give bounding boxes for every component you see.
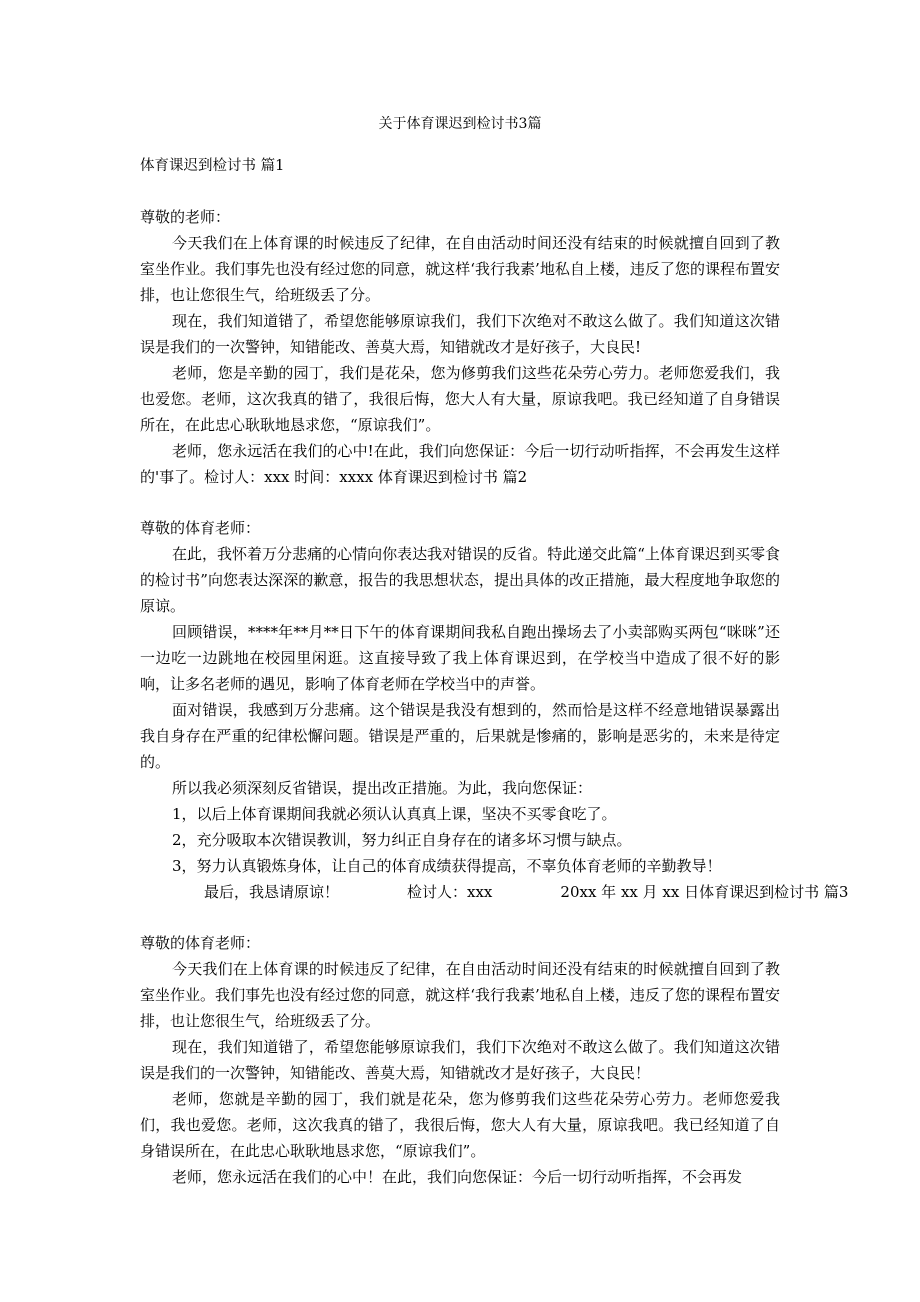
salutation-2: 尊敬的体育老师：: [140, 519, 261, 537]
section-heading-1: 体育课迟到检讨书 篇1: [140, 158, 285, 174]
signature-line: [140, 879, 849, 905]
paragraph: 老师，您是辛勤的园丁，我们是花朵，您为修剪我们这些花朵劳心劳力。老师您爱我们，我也爱您。老师，这次我真的错了，我很后悔，您大人有大量，原谅我吧。我已经知道了自身错误所在，在此忠心耿耿地恳求您，“原谅我们”。: [140, 364, 780, 434]
paragraph: 现在，我们知道错了，希望您能够原谅我们，我们下次绝对不敢这么做了。我们知道这次错误是我们的一次警钟，知错能改、善莫大焉，知错就改才是好孩子，大良民!: [140, 312, 780, 356]
signer-text: 检讨人：xxx: [407, 883, 493, 901]
paragraph: 现在，我们知道错了，希望您能够原谅我们，我们下次绝对不敢这么做了。我们知道这次错误是我们的一次警钟，知错能改、善莫大焉，知错就改才是好孩子，大良民！: [140, 1038, 780, 1082]
list-item: 1，以后上体育课期间我就必须认认真真上课，坚决不买零食吃了。: [172, 805, 617, 823]
paragraph: 老师，您永远活在我们的心中！在此，我们向您保证：今后一切行动听指挥，不会再发: [172, 1168, 743, 1186]
salutation-1: 尊敬的老师：: [140, 208, 231, 226]
list-item: 2，充分吸取本次错误教训，努力纠正自身存在的诸多坏习惯与缺点。: [172, 831, 632, 849]
list-item: 3，努力认真锻炼身体，让自己的体育成绩获得提高，不辜负体育老师的辛勤教导！: [172, 857, 722, 875]
paragraph: 回顾错误，****年**月**日下午的体育课期间我私自跑出操场去了小卖部购买两包“咪咪”还一边吃一边跳地在校园里闲逛。这直接导致了我上体育课迟到，在学校当中造成了很不好的影响，让多名老师的遇见，影响了体育老师在学校当中的声誉。: [140, 623, 780, 693]
document-body: [140, 153, 849, 1190]
spacer: [140, 179, 780, 204]
salutation-3: 尊敬的体育老师：: [140, 934, 261, 952]
paragraph: 在此，我怀着万分悲痛的心情向你表达我对错误的反省。特此递交此篇“上体育课迟到买零食的检讨书”向您表达深深的歉意，报告的我思想状态，提出具体的改正措施，最大程度地争取您的原谅。: [140, 545, 780, 615]
paragraph: 老师，您永远活在我们的心中!在此，我们向您保证：今后一切行动听指挥，不会再发生这样的'事了。检讨人：xxx 时间：xxxx 体育课迟到检讨书 篇2: [140, 442, 780, 486]
closing-text: 最后，我恳请原谅！: [204, 883, 340, 901]
date-text: 20xx 年 xx 月 xx 日体育课迟到检讨书 篇3: [560, 883, 849, 901]
spacer: [140, 490, 780, 515]
spacer: [140, 905, 780, 930]
document-title: 关于体育课迟到检讨书3篇: [378, 116, 542, 132]
paragraph: 今天我们在上体育课的时候违反了纪律，在自由活动时间还没有结束的时候就擅自回到了教室坐作业。我们事先也没有经过您的同意，就这样‘我行我素’地私自上楼，违反了您的课程布置安排，也让您很生气，给班级丢了分。: [140, 234, 780, 304]
paragraph: 所以我必须深刻反省错误，提出改正措施。为此，我向您保证：: [172, 779, 593, 797]
paragraph: 老师，您就是辛勤的园丁，我们就是花朵，您为修剪我们这些花朵劳心劳力。老师您爱我们，我也爱您。老师，这次我真的错了，我很后悔，您大人有大量，原谅我吧。我已经知道了自身错误所在，在此忠心耿耿地恳求您，“原谅我们”。: [140, 1090, 780, 1160]
paragraph: 面对错误，我感到万分悲痛。这个错误是我没有想到的，然而恰是这样不经意地错误暴露出我自身存在严重的纪律松懈问题。错误是严重的，后果就是惨痛的，影响是恶劣的，未来是待定的。: [140, 701, 780, 771]
paragraph: 今天我们在上体育课的时候违反了纪律，在自由活动时间还没有结束的时候就擅自回到了教室坐作业。我们事先也没有经过您的同意，就这样‘我行我素’地私自上楼，违反了您的课程布置安排，也让您很生气，给班级丢了分。: [140, 960, 780, 1030]
